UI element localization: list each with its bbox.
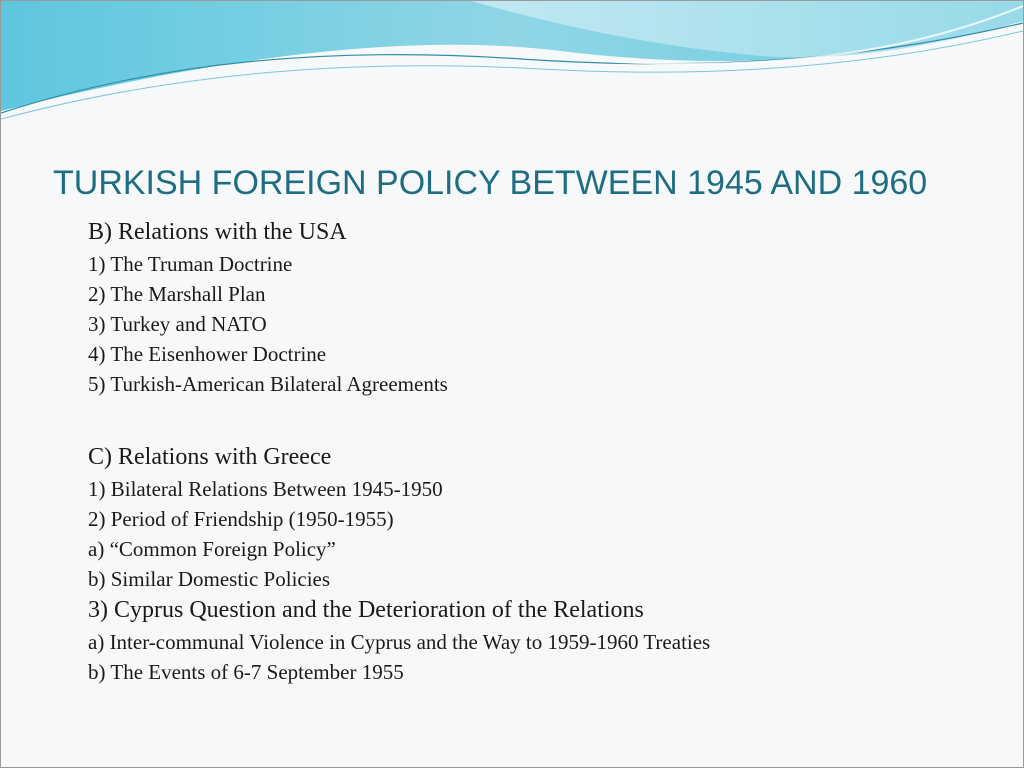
list-item: b) Similar Domestic Policies	[88, 567, 331, 591]
list-item: b) The Events of 6-7 September 1955	[88, 660, 404, 684]
list-item: 2) The Marshall Plan	[88, 282, 266, 306]
list-item: a) Inter-communal Violence in Cyprus and the Way to 1959-1960 Treaties	[88, 630, 711, 654]
list-item: 1) Bilateral Relations Between 1945-1950	[88, 477, 443, 501]
list-item: a) “Common Foreign Policy”	[88, 537, 336, 561]
list-item: 2) Period of Friendship (1950-1955)	[88, 507, 394, 531]
list-item: 1) The Truman Doctrine	[88, 252, 293, 276]
section-spacer	[88, 399, 710, 441]
section-heading-greece: C) Relations with Greece	[88, 444, 332, 470]
list-item: 3) Turkey and NATO	[88, 312, 267, 336]
section-heading-usa: B) Relations with the USA	[88, 219, 347, 245]
list-item: 4) The Eisenhower Doctrine	[88, 342, 327, 366]
slide-title: TURKISH FOREIGN POLICY BETWEEN 1945 AND 1960	[53, 164, 928, 202]
subheading-cyprus: 3) Cyprus Question and the Deterioration of the Relations	[88, 597, 644, 623]
header-wave-decoration	[1, 1, 1023, 131]
list-item: 5) Turkish-American Bilateral Agreements	[88, 372, 448, 396]
slide-content	[88, 216, 710, 687]
